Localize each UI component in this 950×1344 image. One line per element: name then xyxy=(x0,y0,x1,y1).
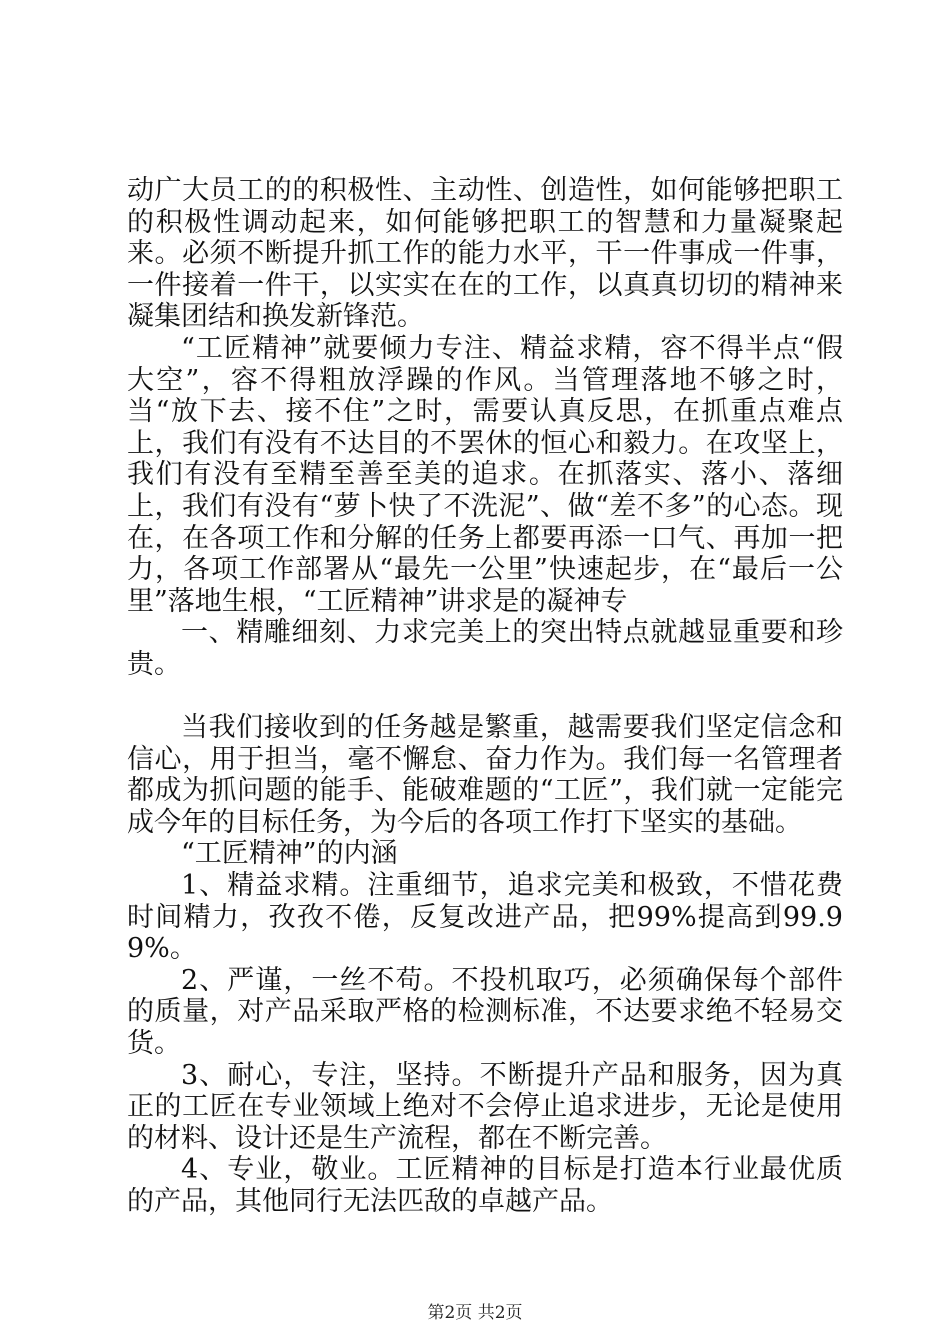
list-item-2: 2、严谨，一丝不苟。不投机取巧，必须确保每个部件的质量，对产品采取严格的检测标准，不达要求绝不轻易交货。 xyxy=(127,964,843,1060)
blank-line xyxy=(127,681,843,713)
subheading-connotation: “工匠精神”的内涵 xyxy=(181,838,398,870)
page-number-footer: 第2页 共2页 xyxy=(427,1303,523,1323)
paragraph-craftsman-spirit: “工匠精神”就要倾力专注、精益求精，容不得半点“假大空”，容不得粗放浮躁的作风。当管理落地不够之时，当“放下去、接不住”之时，需要认真反思，在抓重点难点上，我们有没有不达目的不罢休的恒心和毅力。在攻坚上，我们有没有至精至善至美的追求。在抓落实、落小、落细上，我们有没有“萝卜快了不洗泥”、做“差不多”的心态。现在，在各项工作和分解的任务上都要再添一口气、再加一把力，各项工作部署从“最先一公里”快速起步，在“最后一公里”落地生根，“工匠精神”讲求是的凝神专 xyxy=(127,332,843,617)
paragraph-section-one: 一、精雕细刻、力求完美上的突出特点就越显重要和珍贵。 xyxy=(127,617,843,680)
paragraph-tasks: 当我们接收到的任务越是繁重，越需要我们坚定信念和信心，用于担当，毫不懈怠、奋力作为。我们每一名管理者都成为抓问题的能手、能破难题的“工匠”，我们就一定能完成今年的目标任务，为今后的各项工作打下坚实的基础。 xyxy=(127,712,843,838)
list-item-4: 4、专业，敬业。工匠精神的目标是打造本行业最优质的产品，其他同行无法匹敌的卓越产品。 xyxy=(127,1154,843,1217)
list-item-1: 1、精益求精。注重细节，追求完美和极致，不惜花费时间精力，孜孜不倦，反复改进产品，把99%提高到99.99%。 xyxy=(127,870,843,965)
paragraph-continuation: 动广大员工的的积极性、主动性、创造性，如何能够把职工的积极性调动起来，如何能够把职工的智慧和力量凝聚起来。必须不断提升抓工作的能力水平，干一件事成一件事，一件接着一件干，以实实在在的工作，以真真切切的精神来凝集团结和换发新锋范。 xyxy=(127,175,843,333)
document-body xyxy=(127,175,843,1218)
list-item-3: 3、耐心，专注，坚持。不断提升产品和服务，因为真正的工匠在专业领域上绝对不会停止追求进步，无论是使用的材料、设计还是生产流程，都在不断完善。 xyxy=(127,1059,843,1154)
